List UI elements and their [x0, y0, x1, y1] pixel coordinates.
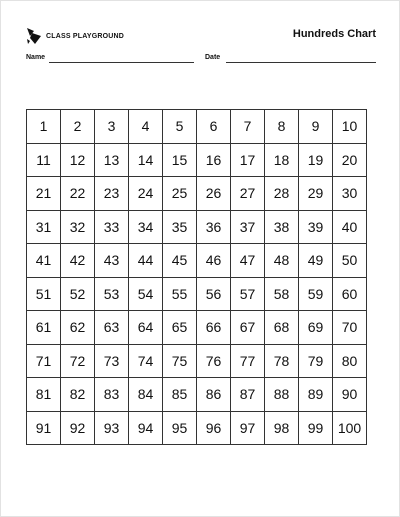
chart-cell: 6 [197, 110, 231, 144]
chart-cell: 8 [265, 110, 299, 144]
chart-cell: 76 [197, 344, 231, 378]
chart-cell: 77 [231, 344, 265, 378]
chart-cell: 79 [299, 344, 333, 378]
chart-cell: 45 [163, 244, 197, 278]
chart-cell: 94 [129, 411, 163, 445]
chart-cell: 33 [95, 210, 129, 244]
chart-cell: 66 [197, 311, 231, 345]
chart-cell: 1 [27, 110, 61, 144]
chart-row [27, 378, 367, 412]
chart-cell: 56 [197, 277, 231, 311]
chart-cell: 65 [163, 311, 197, 345]
chart-cell: 60 [333, 277, 367, 311]
chart-row [27, 311, 367, 345]
chart-row [27, 143, 367, 177]
chart-cell: 75 [163, 344, 197, 378]
date-line [226, 62, 376, 63]
chart-cell: 7 [231, 110, 265, 144]
chart-cell: 42 [61, 244, 95, 278]
chart-cell: 74 [129, 344, 163, 378]
chart-cell: 16 [197, 143, 231, 177]
chart-cell: 93 [95, 411, 129, 445]
chart-cell: 90 [333, 378, 367, 412]
chart-cell: 52 [61, 277, 95, 311]
chart-cell: 92 [61, 411, 95, 445]
chart-cell: 40 [333, 210, 367, 244]
chart-cell: 15 [163, 143, 197, 177]
brand [26, 26, 124, 46]
chart-row [27, 411, 367, 445]
chart-cell: 11 [27, 143, 61, 177]
chart-cell: 68 [265, 311, 299, 345]
chart-row [27, 244, 367, 278]
chart-cell: 2 [61, 110, 95, 144]
chart-cell: 22 [61, 177, 95, 211]
chart-cell: 70 [333, 311, 367, 345]
chart-cell: 97 [231, 411, 265, 445]
chart-cell: 99 [299, 411, 333, 445]
date-label: Date [205, 54, 221, 61]
chart-cell: 67 [231, 311, 265, 345]
chart-cell: 64 [129, 311, 163, 345]
chart-cell: 18 [265, 143, 299, 177]
chart-cell: 53 [95, 277, 129, 311]
chart-cell: 41 [27, 244, 61, 278]
chart-cell: 80 [333, 344, 367, 378]
chart-cell: 91 [27, 411, 61, 445]
chart-cell: 26 [197, 177, 231, 211]
chart-cell: 13 [95, 143, 129, 177]
chart-cell: 100 [333, 411, 367, 445]
chart-cell: 58 [265, 277, 299, 311]
document-title: Hundreds Chart [292, 28, 376, 40]
chart-cell: 37 [231, 210, 265, 244]
chart-cell: 39 [299, 210, 333, 244]
chart-cell: 49 [299, 244, 333, 278]
chart-cell: 38 [265, 210, 299, 244]
chart-row [27, 277, 367, 311]
chart-cell: 14 [129, 143, 163, 177]
chart-cell: 31 [27, 210, 61, 244]
chart-cell: 84 [129, 378, 163, 412]
chart-cell: 61 [27, 311, 61, 345]
chart-row [27, 344, 367, 378]
name-label: Name [26, 54, 46, 61]
chart-cell: 86 [197, 378, 231, 412]
chart-cell: 73 [95, 344, 129, 378]
chart-cell: 30 [333, 177, 367, 211]
chart-cell: 85 [163, 378, 197, 412]
chart-cell: 95 [163, 411, 197, 445]
chart-cell: 50 [333, 244, 367, 278]
chart-cell: 9 [299, 110, 333, 144]
chart-cell: 88 [265, 378, 299, 412]
chart-row [27, 110, 367, 144]
chart-cell: 25 [163, 177, 197, 211]
chart-cell: 19 [299, 143, 333, 177]
chart-cell: 81 [27, 378, 61, 412]
chart-cell: 71 [27, 344, 61, 378]
chart-cell: 48 [265, 244, 299, 278]
page-header [26, 26, 376, 46]
hundreds-chart [26, 109, 367, 445]
chart-cell: 47 [231, 244, 265, 278]
chart-cell: 21 [27, 177, 61, 211]
chart-cell: 27 [231, 177, 265, 211]
chart-cell: 83 [95, 378, 129, 412]
chart-cell: 20 [333, 143, 367, 177]
chart-cell: 98 [265, 411, 299, 445]
chart-cell: 28 [265, 177, 299, 211]
chart-cell: 54 [129, 277, 163, 311]
chart-cell: 44 [129, 244, 163, 278]
hundreds-chart-body [27, 110, 367, 445]
chart-row [27, 177, 367, 211]
name-date-fields [26, 54, 376, 66]
chart-cell: 89 [299, 378, 333, 412]
chart-cell: 87 [231, 378, 265, 412]
chart-cell: 3 [95, 110, 129, 144]
chart-cell: 24 [129, 177, 163, 211]
chart-cell: 34 [129, 210, 163, 244]
chart-cell: 69 [299, 311, 333, 345]
chart-cell: 23 [95, 177, 129, 211]
chart-cell: 59 [299, 277, 333, 311]
chart-cell: 4 [129, 110, 163, 144]
name-line [49, 62, 194, 63]
chart-cell: 32 [61, 210, 95, 244]
chart-cell: 78 [265, 344, 299, 378]
chart-cell: 5 [163, 110, 197, 144]
chart-cell: 82 [61, 378, 95, 412]
chart-cell: 12 [61, 143, 95, 177]
chart-cell: 51 [27, 277, 61, 311]
chart-row [27, 210, 367, 244]
chart-cell: 17 [231, 143, 265, 177]
chart-cell: 29 [299, 177, 333, 211]
chart-cell: 63 [95, 311, 129, 345]
chart-cell: 96 [197, 411, 231, 445]
chart-cell: 57 [231, 277, 265, 311]
chart-cell: 55 [163, 277, 197, 311]
chart-cell: 36 [197, 210, 231, 244]
chart-cell: 72 [61, 344, 95, 378]
class-playground-logo-icon [26, 27, 42, 45]
chart-cell: 10 [333, 110, 367, 144]
brand-name: CLASS PLAYGROUND [46, 32, 125, 40]
chart-cell: 62 [61, 311, 95, 345]
chart-cell: 35 [163, 210, 197, 244]
chart-cell: 43 [95, 244, 129, 278]
chart-cell: 46 [197, 244, 231, 278]
